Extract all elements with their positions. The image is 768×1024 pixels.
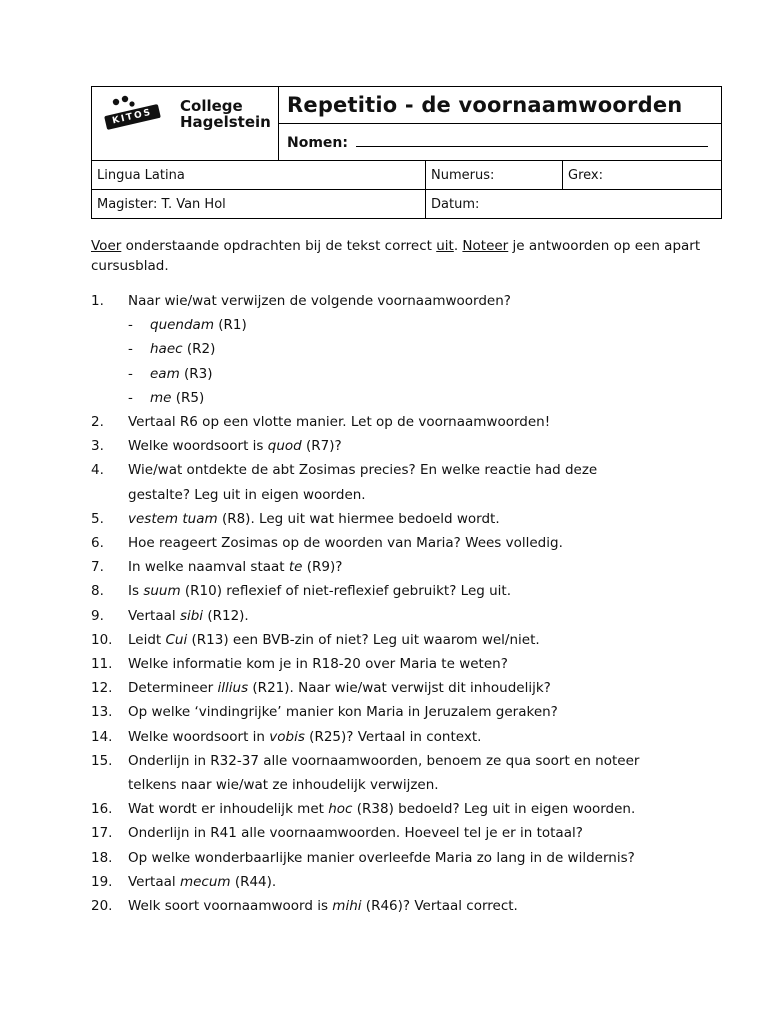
question-number: 9. [91, 607, 104, 624]
date-cell: Datum: [426, 190, 722, 219]
latin-term: vestem tuam [128, 510, 218, 527]
question-text [128, 870, 721, 894]
question-text-part: Vertaal [128, 873, 180, 890]
question-item [91, 700, 721, 724]
question-item [91, 821, 721, 845]
sub-item-text [150, 313, 721, 337]
question-text-part: (R21). Naar wie/wat verwijst dit inhoudelijk? [248, 680, 551, 697]
question-item [91, 507, 721, 531]
title-cell [279, 87, 722, 124]
question-number: 20. [91, 898, 113, 915]
question-number: 17. [91, 825, 113, 842]
latin-term: sibi [179, 607, 204, 624]
latin-term: Cui [165, 631, 188, 648]
question-item [91, 676, 721, 700]
question-item [91, 773, 721, 797]
question-text: Onderlijn in R41 alle voornaamwoorden. Hoeveel tel je er in totaal? [128, 825, 583, 842]
question-number: 7. [91, 559, 104, 576]
instruction-word-uit: uit [436, 238, 454, 254]
question-number [91, 483, 128, 507]
question-text [128, 604, 721, 628]
question-number: 18. [91, 849, 113, 866]
question-text: telkens naar wie/wat ze inhoudelijk verwijzen. [128, 777, 439, 794]
question-item [91, 604, 721, 628]
question-text-part: Welke woordsoort is [128, 438, 268, 455]
question-item [91, 555, 721, 579]
header-table [91, 86, 722, 219]
question-number: 13. [91, 704, 113, 721]
question-text-part: (R13) een BVB-zin of niet? Leg uit waarom wel/niet. [187, 631, 540, 648]
question-text [128, 555, 721, 579]
question-number: 2. [91, 414, 104, 431]
question-text-part: Vertaal [128, 607, 180, 624]
question-list [91, 289, 721, 918]
question-item [91, 797, 721, 821]
sub-item-ref: (R5) [171, 389, 205, 406]
question-item [91, 894, 721, 918]
nomen-cell [279, 124, 722, 161]
question-text: Wie/wat ontdekte de abt Zosimas precies? En welke reactie had deze [128, 462, 598, 479]
question-text-part: Leidt [128, 631, 166, 648]
question-text-part: Welke woordsoort in [128, 728, 270, 745]
grex-cell: Grex: [563, 161, 722, 190]
question-item [91, 846, 721, 870]
question-item [91, 483, 721, 507]
question-number: 4. [91, 462, 104, 479]
logo-cell [92, 87, 279, 161]
instruction-text-2: . [453, 238, 463, 254]
question-item [91, 749, 721, 773]
question-text [128, 579, 721, 603]
question-number: 10. [91, 631, 113, 648]
instruction-text-3: je antwoorden op een apart cursusblad. [91, 238, 701, 274]
question-text: Welke informatie kom je in R18-20 over Maria te weten? [128, 656, 508, 673]
question-text-part: Wat wordt er inhoudelijk met [128, 801, 329, 818]
school-logo [92, 88, 278, 160]
sub-item-dash: - [128, 317, 133, 334]
question-number [91, 773, 128, 797]
latin-term: suum [143, 583, 181, 600]
sub-item [91, 386, 721, 410]
latin-term: quendam [150, 317, 214, 334]
sub-item-dash: - [128, 365, 133, 382]
question-item [91, 434, 721, 458]
sub-item-ref: (R1) [213, 317, 247, 334]
question-number: 19. [91, 873, 113, 890]
question-number: 15. [91, 752, 113, 769]
sub-item-text [150, 362, 721, 386]
sub-item [91, 362, 721, 386]
question-text: Op welke ‘vindingrijke’ manier kon Maria in Jeruzalem geraken? [128, 704, 558, 721]
question-text-part: Is [128, 583, 144, 600]
question-text-part: (R8). Leg uit wat hiermee bedoeld wordt. [217, 510, 500, 527]
question-number: 11. [91, 656, 113, 673]
latin-term: illius [217, 680, 249, 697]
sub-item [91, 337, 721, 361]
question-text [128, 507, 721, 531]
question-text: gestalte? Leg uit in eigen woorden. [128, 486, 366, 503]
question-text [128, 434, 721, 458]
question-text-part: (R44). [230, 873, 277, 890]
question-text-part: (R12). [203, 607, 249, 624]
latin-term: me [150, 389, 172, 406]
question-item [91, 458, 721, 482]
question-item [91, 410, 721, 434]
question-item [91, 628, 721, 652]
logo-text [180, 98, 271, 130]
logo-line-1: College [180, 96, 243, 115]
question-item [91, 531, 721, 555]
question-item [91, 870, 721, 894]
question-text [128, 628, 721, 652]
sub-item-dash: - [128, 389, 133, 406]
question-text-part: (R38) bedoeld? Leg uit in eigen woorden. [352, 801, 636, 818]
sub-item-text [150, 386, 721, 410]
latin-term: quod [267, 438, 302, 455]
question-text-part: (R46)? Vertaal correct. [361, 898, 518, 915]
instructions [91, 236, 721, 276]
question-number: 6. [91, 535, 104, 552]
question-text [128, 894, 721, 918]
latin-term: te [288, 559, 303, 576]
question-number: 12. [91, 680, 113, 697]
latin-term: mihi [332, 898, 362, 915]
question-number: 14. [91, 728, 113, 745]
question-number: 5. [91, 510, 104, 527]
question-text-part: Determineer [128, 680, 218, 697]
question-text: Op welke wonderbaarlijke manier overleefde Maria zo lang in de wildernis? [128, 849, 635, 866]
sub-item [91, 313, 721, 337]
question-text-part: (R7)? [301, 438, 342, 455]
question-text-part: (R9)? [302, 559, 343, 576]
page-title: Repetitio - de voornaamwoorden [287, 93, 683, 117]
question-text [128, 797, 721, 821]
latin-term: haec [150, 341, 183, 358]
sub-item-ref: (R3) [179, 365, 213, 382]
nomen-fill-line[interactable] [356, 134, 708, 147]
question-item [91, 725, 721, 749]
question-text-part: (R25)? Vertaal in context. [304, 728, 482, 745]
sub-item-dash: - [128, 341, 133, 358]
instruction-word-noteer: Noteer [462, 238, 509, 254]
sub-item-ref: (R2) [182, 341, 216, 358]
question-text [128, 725, 721, 749]
question-text: Onderlijn in R32-37 alle voornaamwoorden, benoem ze qua soort en noteer [128, 752, 640, 769]
question-item [91, 579, 721, 603]
instruction-word-voer: Voer [91, 238, 122, 254]
question-item [91, 652, 721, 676]
question-text: Vertaal R6 op een vlotte manier. Let op de voornaamwoorden! [128, 414, 551, 431]
logo-badge: KITOS [104, 104, 160, 130]
sub-item-text [150, 337, 721, 361]
question-number: 8. [91, 583, 104, 600]
latin-term: vobis [269, 728, 305, 745]
question-text: Hoe reageert Zosimas op de woorden van Maria? Wees volledig. [128, 535, 563, 552]
question-text [128, 676, 721, 700]
question-number: 3. [91, 438, 104, 455]
instruction-text-1: onderstaande opdrachten bij de tekst correct [121, 238, 437, 254]
question-number: 1. [91, 293, 104, 309]
question-item [91, 289, 721, 313]
course-cell: Lingua Latina [92, 161, 426, 190]
question-text: Naar wie/wat verwijzen de volgende voornaamwoorden? [128, 293, 511, 309]
teacher-cell: Magister: T. Van Hol [92, 190, 426, 219]
question-text-part: In welke naamval staat [128, 559, 289, 576]
question-number: 16. [91, 801, 113, 818]
nomen-label: Nomen: [287, 134, 348, 151]
latin-term: eam [150, 365, 180, 382]
logo-line-2: Hagelstein [180, 112, 271, 131]
question-text-part: (R10) reflexief of niet-reflexief gebruikt? Leg uit. [180, 583, 512, 600]
latin-term: hoc [328, 801, 353, 818]
question-text-part: Welk soort voornaamwoord is [128, 898, 333, 915]
numerus-cell: Numerus: [426, 161, 563, 190]
latin-term: mecum [179, 873, 231, 890]
